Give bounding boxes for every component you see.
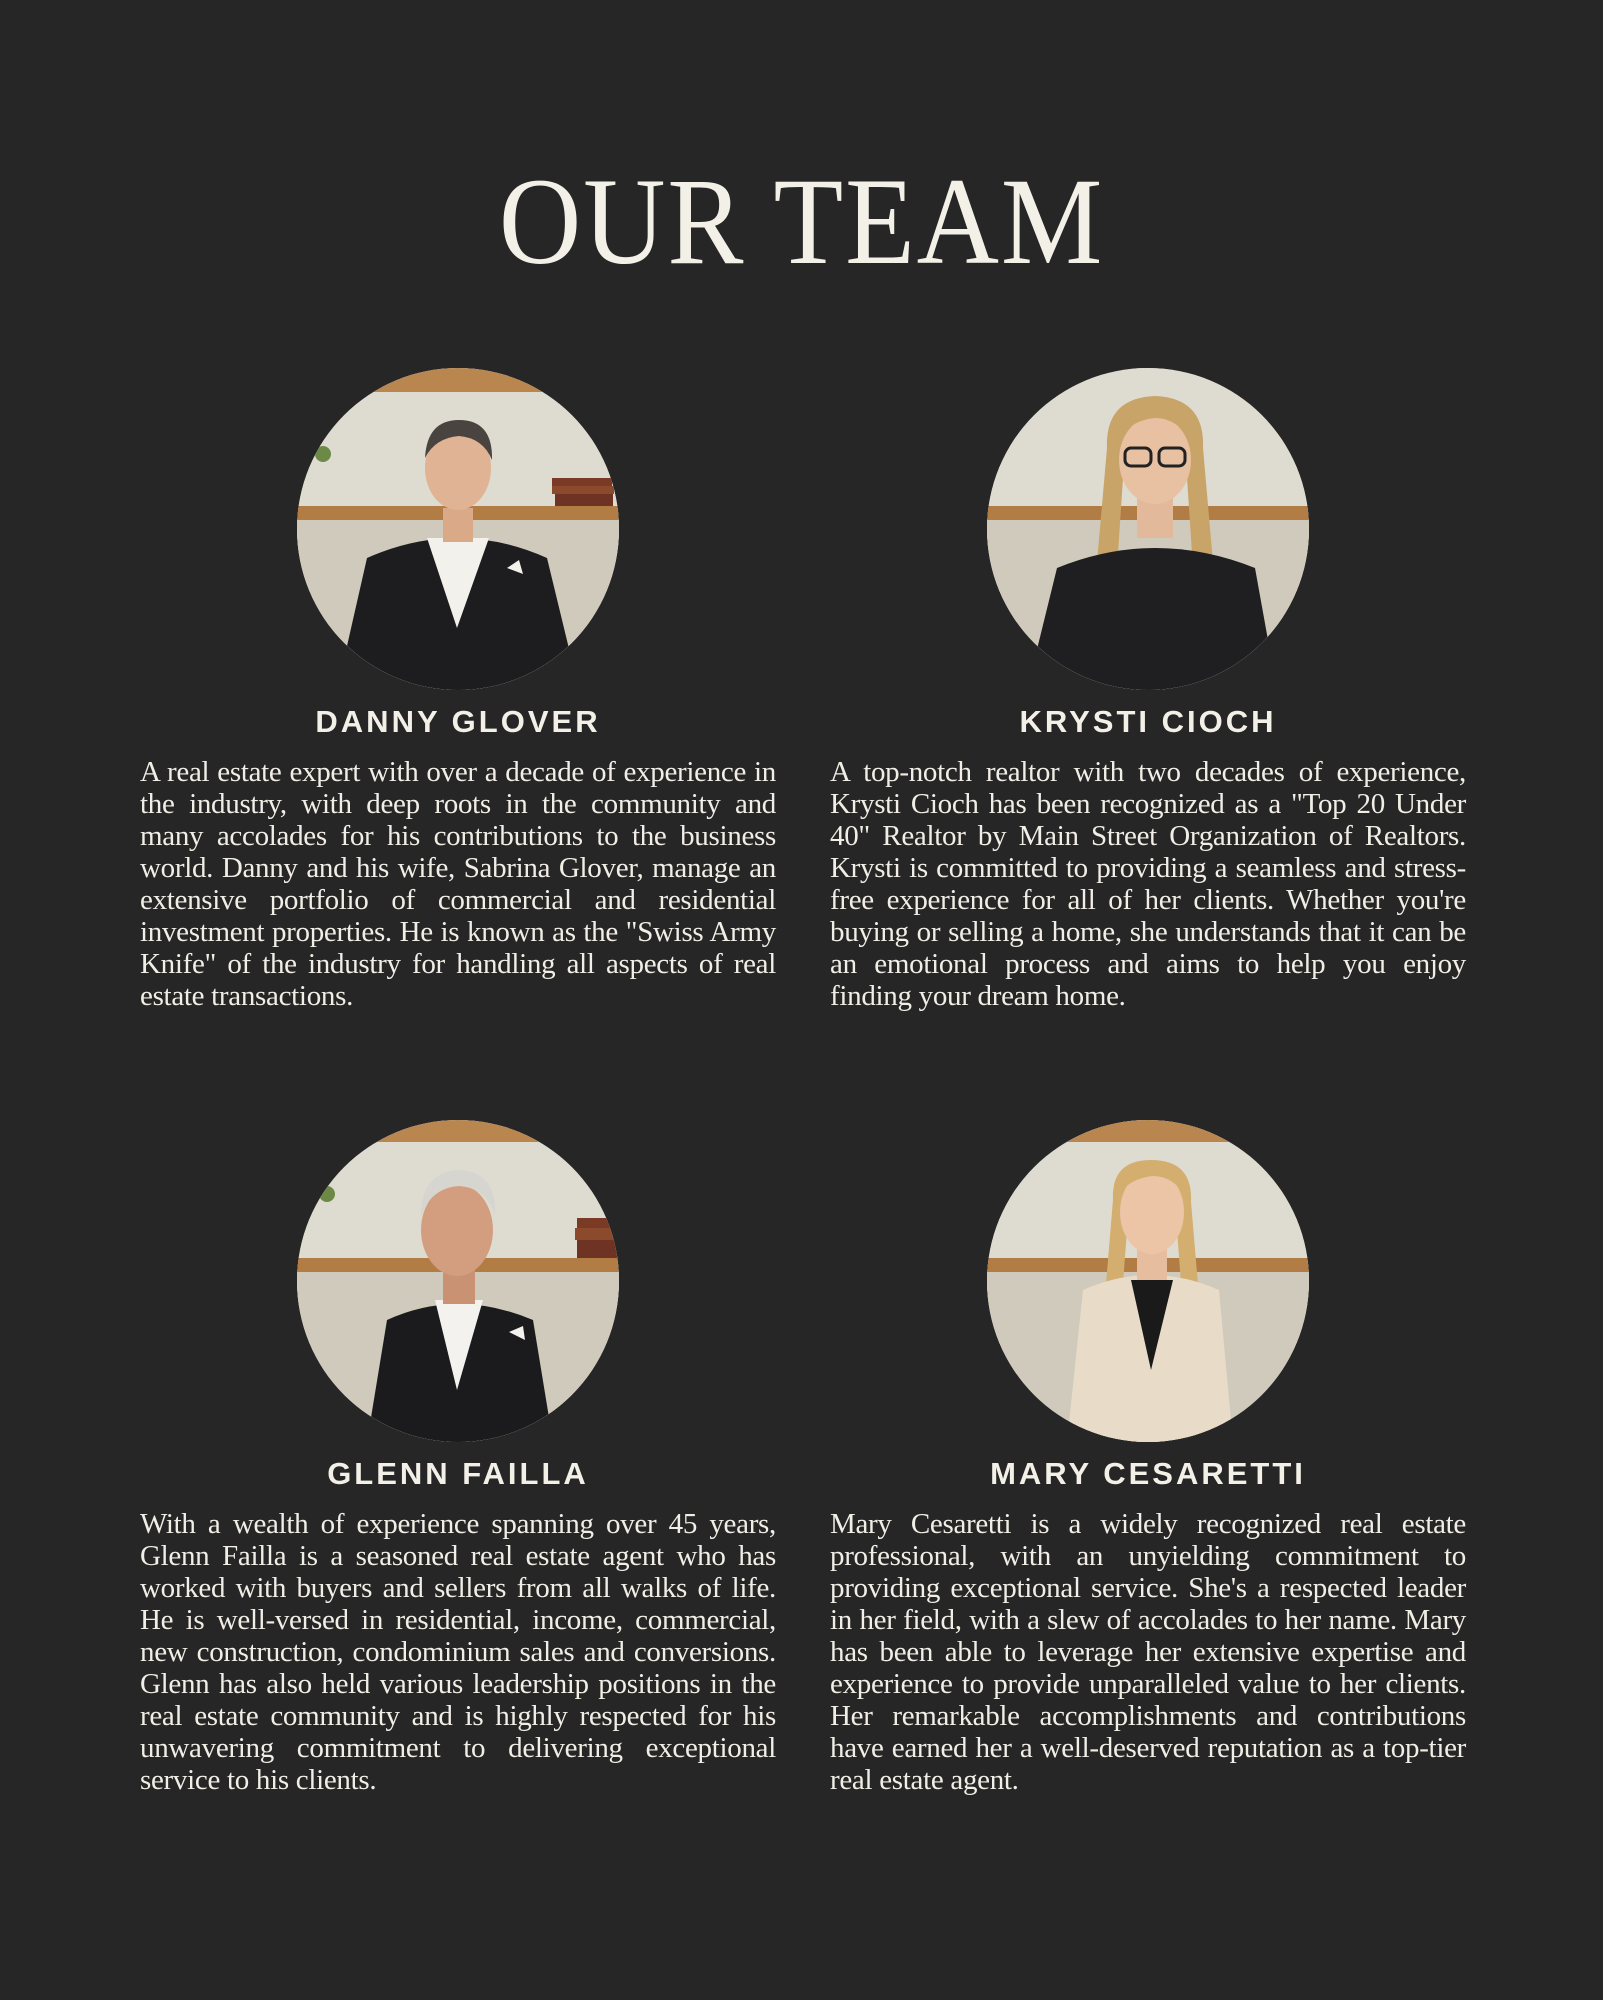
member-name: GLENN FAILLA bbox=[327, 1456, 589, 1491]
portrait-photo-glenn-failla bbox=[297, 1120, 619, 1442]
portrait-man-dark-suit-icon bbox=[297, 368, 619, 690]
member-name: MARY CESARETTI bbox=[990, 1456, 1306, 1491]
portrait-man-gray-hair-icon bbox=[297, 1120, 619, 1442]
member-bio: Mary Cesaretti is a widely recognized real estate professional, with an unyielding commitment to providing exceptional service. She's a respected leader in her field, with a slew of accolades to her name. Mary has been able to leverage her extensive expertise and experience to provide unparalleled value to her clients. Her remarkable accomplishments and contributions have earned her a well-deserved reputation as a top-tier real estate agent. bbox=[830, 1508, 1466, 1796]
member-bio: With a wealth of experience spanning over 45 years, Glenn Failla is a seasoned real estate agent who has worked with buyers and sellers from all walks of life. He is well-versed in residential, income, commercial, new construction, condominium sales and conversions. Glenn has also held various leadership positions in the real estate community and is highly respected for his unwavering commitment to delivering exceptional service to his clients. bbox=[140, 1508, 776, 1796]
portrait-woman-cream-blazer-icon bbox=[987, 1120, 1309, 1442]
portrait-woman-glasses-icon bbox=[987, 368, 1309, 690]
portrait-photo-mary-cesaretti bbox=[987, 1120, 1309, 1442]
team-member-mary-cesaretti bbox=[830, 1120, 1466, 1796]
team-member-krysti-cioch bbox=[830, 368, 1466, 1012]
team-member-glenn-failla bbox=[140, 1120, 776, 1796]
member-bio: A top-notch realtor with two decades of experience, Krysti Cioch has been recognized as a "Top 20 Under 40" Realtor by Main Street Organization of Realtors. Krysti is committed to providing a seamless and stress-free experience for all of her clients. Whether you're buying or selling a home, she understands that it can be an emotional process and aims to help you enjoy finding your dream home. bbox=[830, 756, 1466, 1012]
portrait-photo-krysti-cioch bbox=[987, 368, 1309, 690]
member-name: DANNY GLOVER bbox=[315, 704, 601, 739]
member-bio: A real estate expert with over a decade of experience in the industry, with deep roots in the community and many accolades for his contributions to the business world. Danny and his wife, Sabrina Glover, manage an extensive portfolio of commercial and residential investment properties. He is known as the "Swiss Army Knife" of the industry for handling all aspects of real estate transactions. bbox=[140, 756, 776, 1012]
portrait-photo-danny-glover bbox=[297, 368, 619, 690]
team-member-danny-glover bbox=[140, 368, 776, 1012]
member-name: KRYSTI CIOCH bbox=[1019, 704, 1277, 739]
page-title: OUR TEAM bbox=[498, 153, 1105, 290]
